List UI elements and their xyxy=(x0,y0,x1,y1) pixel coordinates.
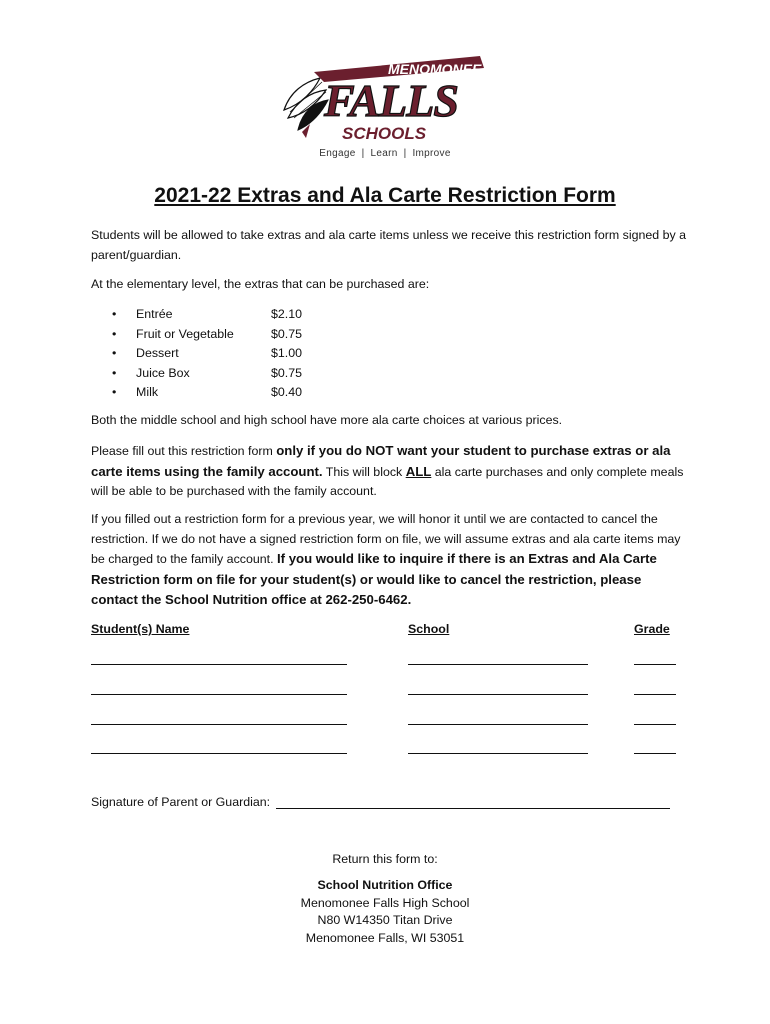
bullet-icon: • xyxy=(112,326,117,341)
tagline-engage: Engage xyxy=(319,148,356,159)
previous-year-bold-text: If you would like to inquire if there is an Extras and Ala Carte Restriction form on file for your student(s) or would like to cancel the restriction, please contact the School Nutrition office at 262-250-6462. xyxy=(91,551,657,607)
return-street: N80 W14350 Titan Drive xyxy=(317,913,453,927)
tagline-separator: | xyxy=(403,148,407,159)
grade-field[interactable] xyxy=(634,694,676,695)
elementary-intro: At the elementary level, the extras that can be purchased are: xyxy=(91,277,430,291)
feather-logo-graphic xyxy=(280,52,490,142)
extra-item-price: $0.75 xyxy=(271,326,303,341)
student-name-field[interactable] xyxy=(91,753,347,754)
feather-icon xyxy=(284,78,328,138)
tagline-learn: Learn xyxy=(370,148,398,159)
logo-main-word: FALLS xyxy=(324,75,458,126)
fill-out-paragraph xyxy=(91,441,691,502)
student-name-field[interactable] xyxy=(91,694,347,695)
tagline-improve: Improve xyxy=(412,148,451,159)
logo-tagline xyxy=(280,148,490,159)
logo-top-word: MENOMONEE xyxy=(388,61,482,77)
school-field[interactable] xyxy=(408,694,588,695)
extra-item-price: $0.40 xyxy=(271,385,303,399)
extra-item-name: Entrée xyxy=(136,307,173,321)
student-name-field[interactable] xyxy=(91,664,347,665)
extra-item-price: $2.10 xyxy=(271,307,303,321)
school-field[interactable] xyxy=(408,724,588,725)
return-office: School Nutrition Office xyxy=(317,878,453,892)
intro-paragraph: Students will be allowed to take extras and ala carte items unless we receive this restriction form signed by a parent/guardian. xyxy=(91,228,687,262)
grade-field[interactable] xyxy=(634,724,676,725)
all-emphasis: ALL xyxy=(405,463,432,479)
extra-item-name: Fruit or Vegetable xyxy=(136,326,234,341)
extra-item-price: $0.75 xyxy=(271,365,303,380)
bullet-icon: • xyxy=(112,365,117,380)
return-school: Menomonee Falls High School xyxy=(300,896,470,910)
grade-field[interactable] xyxy=(634,753,676,754)
header-student-name: Student(s) Name xyxy=(91,622,190,636)
grade-field[interactable] xyxy=(634,664,676,665)
bullet-icon: • xyxy=(112,307,117,321)
extra-item-price: $1.00 xyxy=(271,346,303,360)
school-logo xyxy=(280,52,490,164)
fill-out-bold-text: only if you do NOT want your student to purchase extras or ala carte items using the family account. xyxy=(91,443,671,479)
previous-year-text: If you filled out a restriction form for a previous year, we will honor it until we are contacted to cancel the restriction. If we do not have a signed restriction form on file, we will assume extras and ala carte items may be charged to the family account. xyxy=(91,512,681,566)
school-field[interactable] xyxy=(408,664,588,665)
school-field[interactable] xyxy=(408,753,588,754)
return-intro: Return this form to: xyxy=(332,852,438,866)
bullet-icon: • xyxy=(112,385,117,399)
fill-out-text: This will block xyxy=(322,464,406,479)
student-name-field[interactable] xyxy=(91,724,347,725)
middle-high-paragraph: Both the middle school and high school have more ala carte choices at various prices. xyxy=(91,413,563,427)
tagline-separator: | xyxy=(361,148,365,159)
extra-item-name: Dessert xyxy=(136,346,179,360)
header-grade: Grade xyxy=(634,622,670,636)
fill-out-text: Please fill out this restriction form xyxy=(91,444,277,458)
form-title: 2021-22 Extras and Ala Carte Restriction Form xyxy=(154,184,616,207)
logo-bottom-word: SCHOOLS xyxy=(342,124,427,142)
signature-label: Signature of Parent or Guardian: xyxy=(91,795,271,809)
header-school: School xyxy=(408,622,450,636)
extra-item-name: Milk xyxy=(136,385,159,399)
previous-year-paragraph xyxy=(91,510,691,611)
fill-out-text: ala carte purchases and only complete meals will be able to be purchased with the family account. xyxy=(91,464,684,498)
extra-item-name: Juice Box xyxy=(136,365,190,380)
bullet-icon: • xyxy=(112,346,117,360)
return-city: Menomonee Falls, WI 53051 xyxy=(305,931,465,945)
signature-field[interactable] xyxy=(276,808,670,809)
